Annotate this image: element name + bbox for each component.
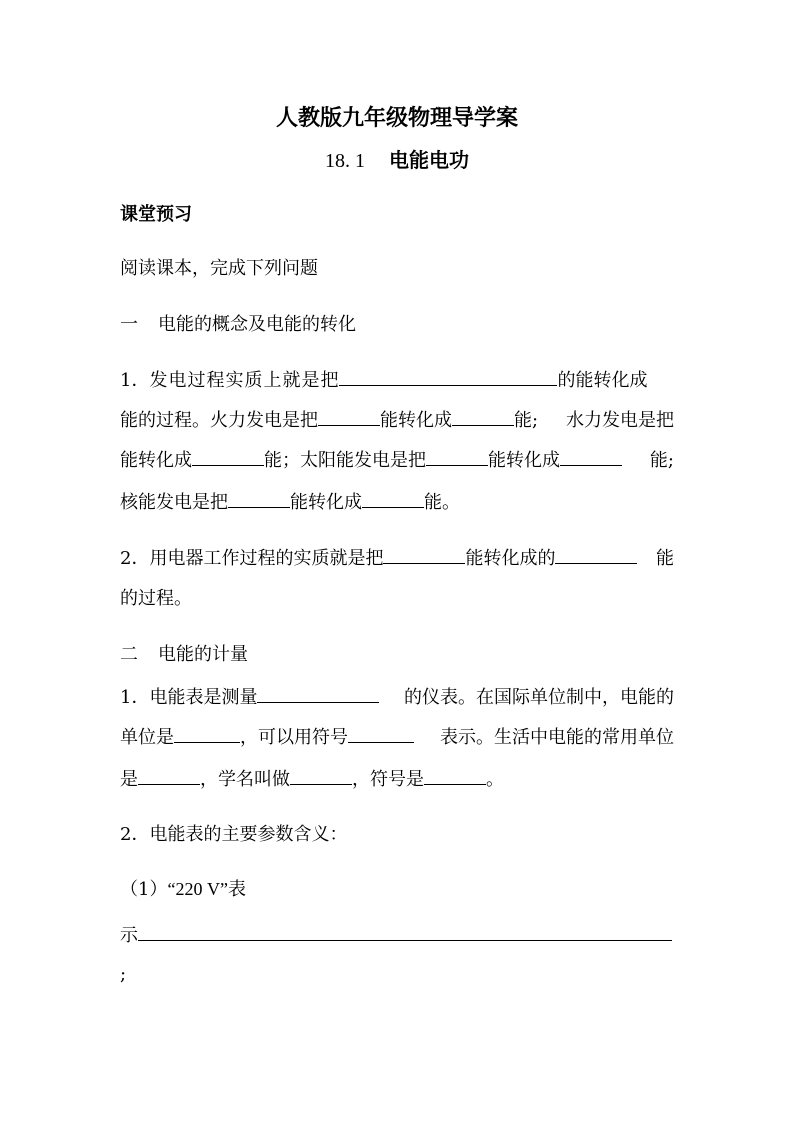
p2-sub1-line1 bbox=[120, 877, 246, 902]
p2-sub1-line2 bbox=[120, 923, 672, 948]
part1-heading bbox=[120, 313, 356, 337]
p1-q2-line2: 的过程。 bbox=[120, 588, 192, 609]
p2-q1-text: 。 bbox=[486, 769, 504, 790]
p2-q2-line bbox=[120, 823, 347, 847]
p1-q1-text: 能转化成 bbox=[488, 450, 560, 471]
sub1-prefix: （1） bbox=[120, 879, 168, 900]
answer-blank[interactable] bbox=[426, 448, 488, 466]
answer-blank[interactable] bbox=[555, 546, 637, 564]
p1-q1-label: 1． bbox=[120, 370, 150, 391]
sub1-suffix: 表 bbox=[227, 879, 246, 900]
p2-q1-text: 的仪表。在国际单位制中，电能的 bbox=[404, 687, 674, 708]
part2-heading-text: 电能的计量 bbox=[158, 644, 248, 665]
answer-blank[interactable] bbox=[318, 408, 380, 426]
sub1-quote: “220 V” bbox=[167, 879, 228, 899]
part2-number: 二 bbox=[120, 644, 138, 665]
section-title: 电能电功 bbox=[389, 148, 469, 172]
answer-blank[interactable] bbox=[290, 767, 352, 785]
p2-q1-text: 电能表是测量 bbox=[149, 687, 258, 708]
p2-q1-text: 表示。生活中电能的常用单位 bbox=[440, 727, 674, 748]
part1-heading-text: 电能的概念及电能的转化 bbox=[158, 314, 356, 335]
p2-q1-segment bbox=[120, 725, 414, 750]
p1-q2-label: 2． bbox=[120, 548, 150, 569]
p1-q1-text: 能转化成 bbox=[290, 492, 362, 513]
preview-instruction: 阅读课本，完成下列问题 bbox=[120, 258, 318, 279]
answer-blank[interactable] bbox=[192, 448, 264, 466]
section-heading bbox=[0, 147, 794, 174]
section-number: 18. 1 bbox=[325, 150, 365, 172]
p2-q1-text: 单位是 bbox=[120, 727, 174, 748]
document-title: 人教版九年级物理导学案 bbox=[275, 105, 518, 131]
part1-number: 一 bbox=[120, 314, 138, 335]
answer-blank[interactable] bbox=[339, 368, 557, 386]
answer-blank[interactable] bbox=[257, 685, 379, 703]
answer-blank[interactable] bbox=[228, 490, 290, 508]
p1-q1-text: 能的过程。火力发电是把 bbox=[120, 410, 318, 431]
p1-q2-line1 bbox=[120, 546, 674, 571]
p1-q2-text: 用电器工作过程的实质就是把 bbox=[149, 548, 384, 569]
p2-q1-segment bbox=[120, 685, 379, 710]
p1-q1-text: 能; bbox=[649, 450, 674, 471]
p2-q1-text: ，学名叫做 bbox=[200, 769, 290, 790]
p2-q2-label: 2． bbox=[120, 824, 150, 845]
answer-blank[interactable] bbox=[383, 546, 465, 564]
p1-q2-text: 能转化成的 bbox=[465, 548, 556, 569]
p2-sub1-line3: ; bbox=[120, 964, 127, 985]
p1-q2-segment bbox=[120, 546, 637, 571]
answer-blank[interactable] bbox=[348, 725, 414, 743]
preview-heading: 课堂预习 bbox=[120, 204, 192, 225]
answer-blank[interactable] bbox=[560, 448, 622, 466]
p1-q1-line4 bbox=[120, 490, 460, 515]
p2-q1-text: ，符号是 bbox=[352, 769, 424, 790]
answer-blank[interactable] bbox=[424, 767, 486, 785]
p1-q1-text: 能; bbox=[514, 410, 539, 431]
p2-q1-line2 bbox=[120, 725, 674, 750]
p1-q1-line1 bbox=[120, 368, 647, 393]
p1-q1-text: 能转化成 bbox=[120, 450, 192, 471]
p1-q2-text: 能 bbox=[656, 548, 674, 569]
p1-q1-text: 能转化成 bbox=[380, 410, 452, 431]
p1-q1-segment bbox=[120, 448, 622, 473]
p2-q1-line3 bbox=[120, 767, 504, 792]
p2-q1-text: 是 bbox=[120, 769, 138, 790]
p1-q1-text: 能；太阳能发电是把 bbox=[264, 450, 426, 471]
p1-q1-text: 能。 bbox=[424, 492, 460, 513]
answer-blank[interactable] bbox=[174, 725, 240, 743]
p1-q1-line2 bbox=[120, 408, 674, 433]
p1-q1-text: 水力发电是把 bbox=[566, 410, 674, 431]
answer-blank[interactable] bbox=[138, 767, 200, 785]
p2-q2-text: 电能表的主要参数含义： bbox=[149, 824, 348, 845]
p1-q1-line3 bbox=[120, 448, 674, 473]
p2-q1-line1 bbox=[120, 685, 674, 710]
sub1-text: 示 bbox=[120, 925, 138, 946]
answer-blank[interactable] bbox=[362, 490, 424, 508]
p1-q1-text: 发电过程实质上就是把 bbox=[149, 370, 340, 391]
p2-q1-label: 1． bbox=[120, 687, 150, 708]
answer-blank[interactable] bbox=[138, 923, 672, 941]
p1-q1-segment bbox=[120, 408, 538, 433]
p1-q1-text: 的能转化成 bbox=[557, 370, 648, 391]
part2-heading bbox=[120, 643, 248, 667]
p2-q1-text: ，可以用符号 bbox=[240, 727, 348, 748]
p1-q1-text: 核能发电是把 bbox=[120, 492, 228, 513]
answer-blank[interactable] bbox=[452, 408, 514, 426]
